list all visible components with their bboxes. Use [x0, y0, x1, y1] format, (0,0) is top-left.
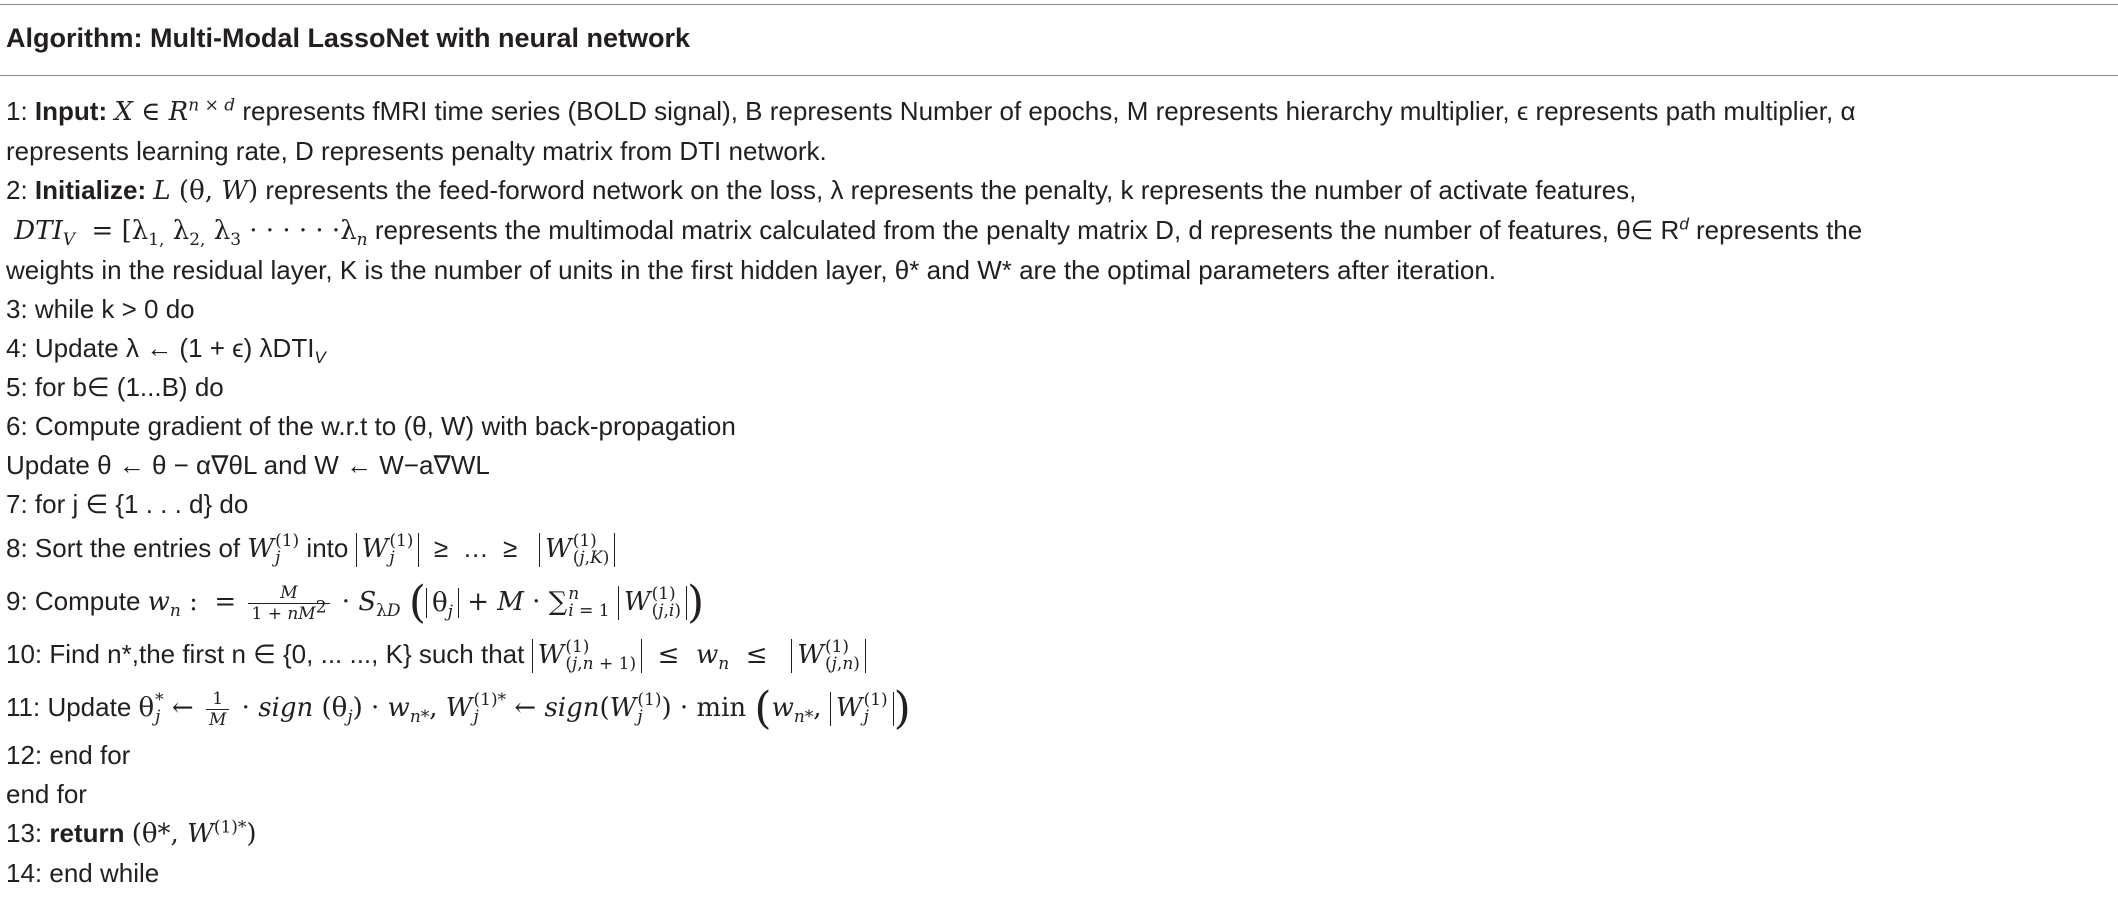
line-2c: weights in the residual layer, K is the number of units in the first hidden layer, θ* and W* are the optimal parameters after iteration. [6, 255, 1496, 285]
line-12: 12: end for [6, 740, 131, 770]
line-14: 14: end while [6, 858, 160, 888]
line-6b: Update θ ← θ − α∇θL and W ← W−a∇WL [6, 450, 490, 480]
line-13: 13: return (θ*, $W^{(1)*}$) [6, 817, 257, 849]
line-2a: 2: Initialize: L (θ, W) represents the feed-forword network on the loss, λ represents the penalty, k represents the number of activate features, [6, 175, 1637, 206]
line-6: 6: Compute gradient of the w.r.t to (θ, W) with back-propagation [6, 411, 736, 441]
line-11: 11: Update θ * j ← $\frac{1}{M}$ · sign $(\theta_j) \cdot w_{n*}$, W (1)* j ← sign(W (1) j ) · $\min (w_{n*}$, W (1) j ) [6, 683, 911, 734]
line-2b: $DTI_V = [\lambda_{1,}$ $\lambda_{2,}$ $\lambda_3$ · · · · · $\cdot\lambda_n$ represents the multimodal matrix calculated from the penalty matrix D, d represents the number of features, θ∈ $R^d$ represents the [14, 214, 1863, 251]
title-rule [0, 75, 2118, 76]
line-5: 5: for b∈ (1...B) do [6, 372, 224, 402]
line-4: 4: Update λ ← (1 + ϵ) λDTI$_V$ [6, 333, 326, 368]
line-12b: end for [6, 779, 87, 809]
line-9: 9: Compute $w_n$ : = $\frac{M}{1 + nM^2}$ · $S_{\lambda D}$ ( $\theta_j + M$ · ∑ n i = 1 W (1) (j,i) ) [6, 577, 705, 628]
line-7: 7: for j ∈ {1 . . . d} do [6, 489, 249, 519]
line-10: 10: Find n*,the first n ∈ {0, ... ..., K} such that W (1) (j,n + 1) ≤ $w_n \le W$ (1) (j,n) [6, 630, 2106, 679]
line-1a: 1: Input: X ∈ $R^{n \times d}$ represents fMRI time series (BOLD signal), B represents Number of epochs, M represents hierarchy multiplier, ϵ represents path multiplier, α [6, 95, 1856, 127]
algorithm-title: Algorithm: Multi-Modal LassoNet with neural network [6, 23, 691, 53]
top-rule [0, 4, 2118, 5]
line-8: 8: Sort the entries of W (1) j into W (1) j ≥ … ≥ W (1) (j,K) [6, 524, 2106, 573]
line-3: 3: while k > 0 do [6, 294, 195, 324]
line-1b: represents learning rate, D represents penalty matrix from DTI network. [6, 136, 827, 166]
algorithm-body [6, 92, 2106, 893]
